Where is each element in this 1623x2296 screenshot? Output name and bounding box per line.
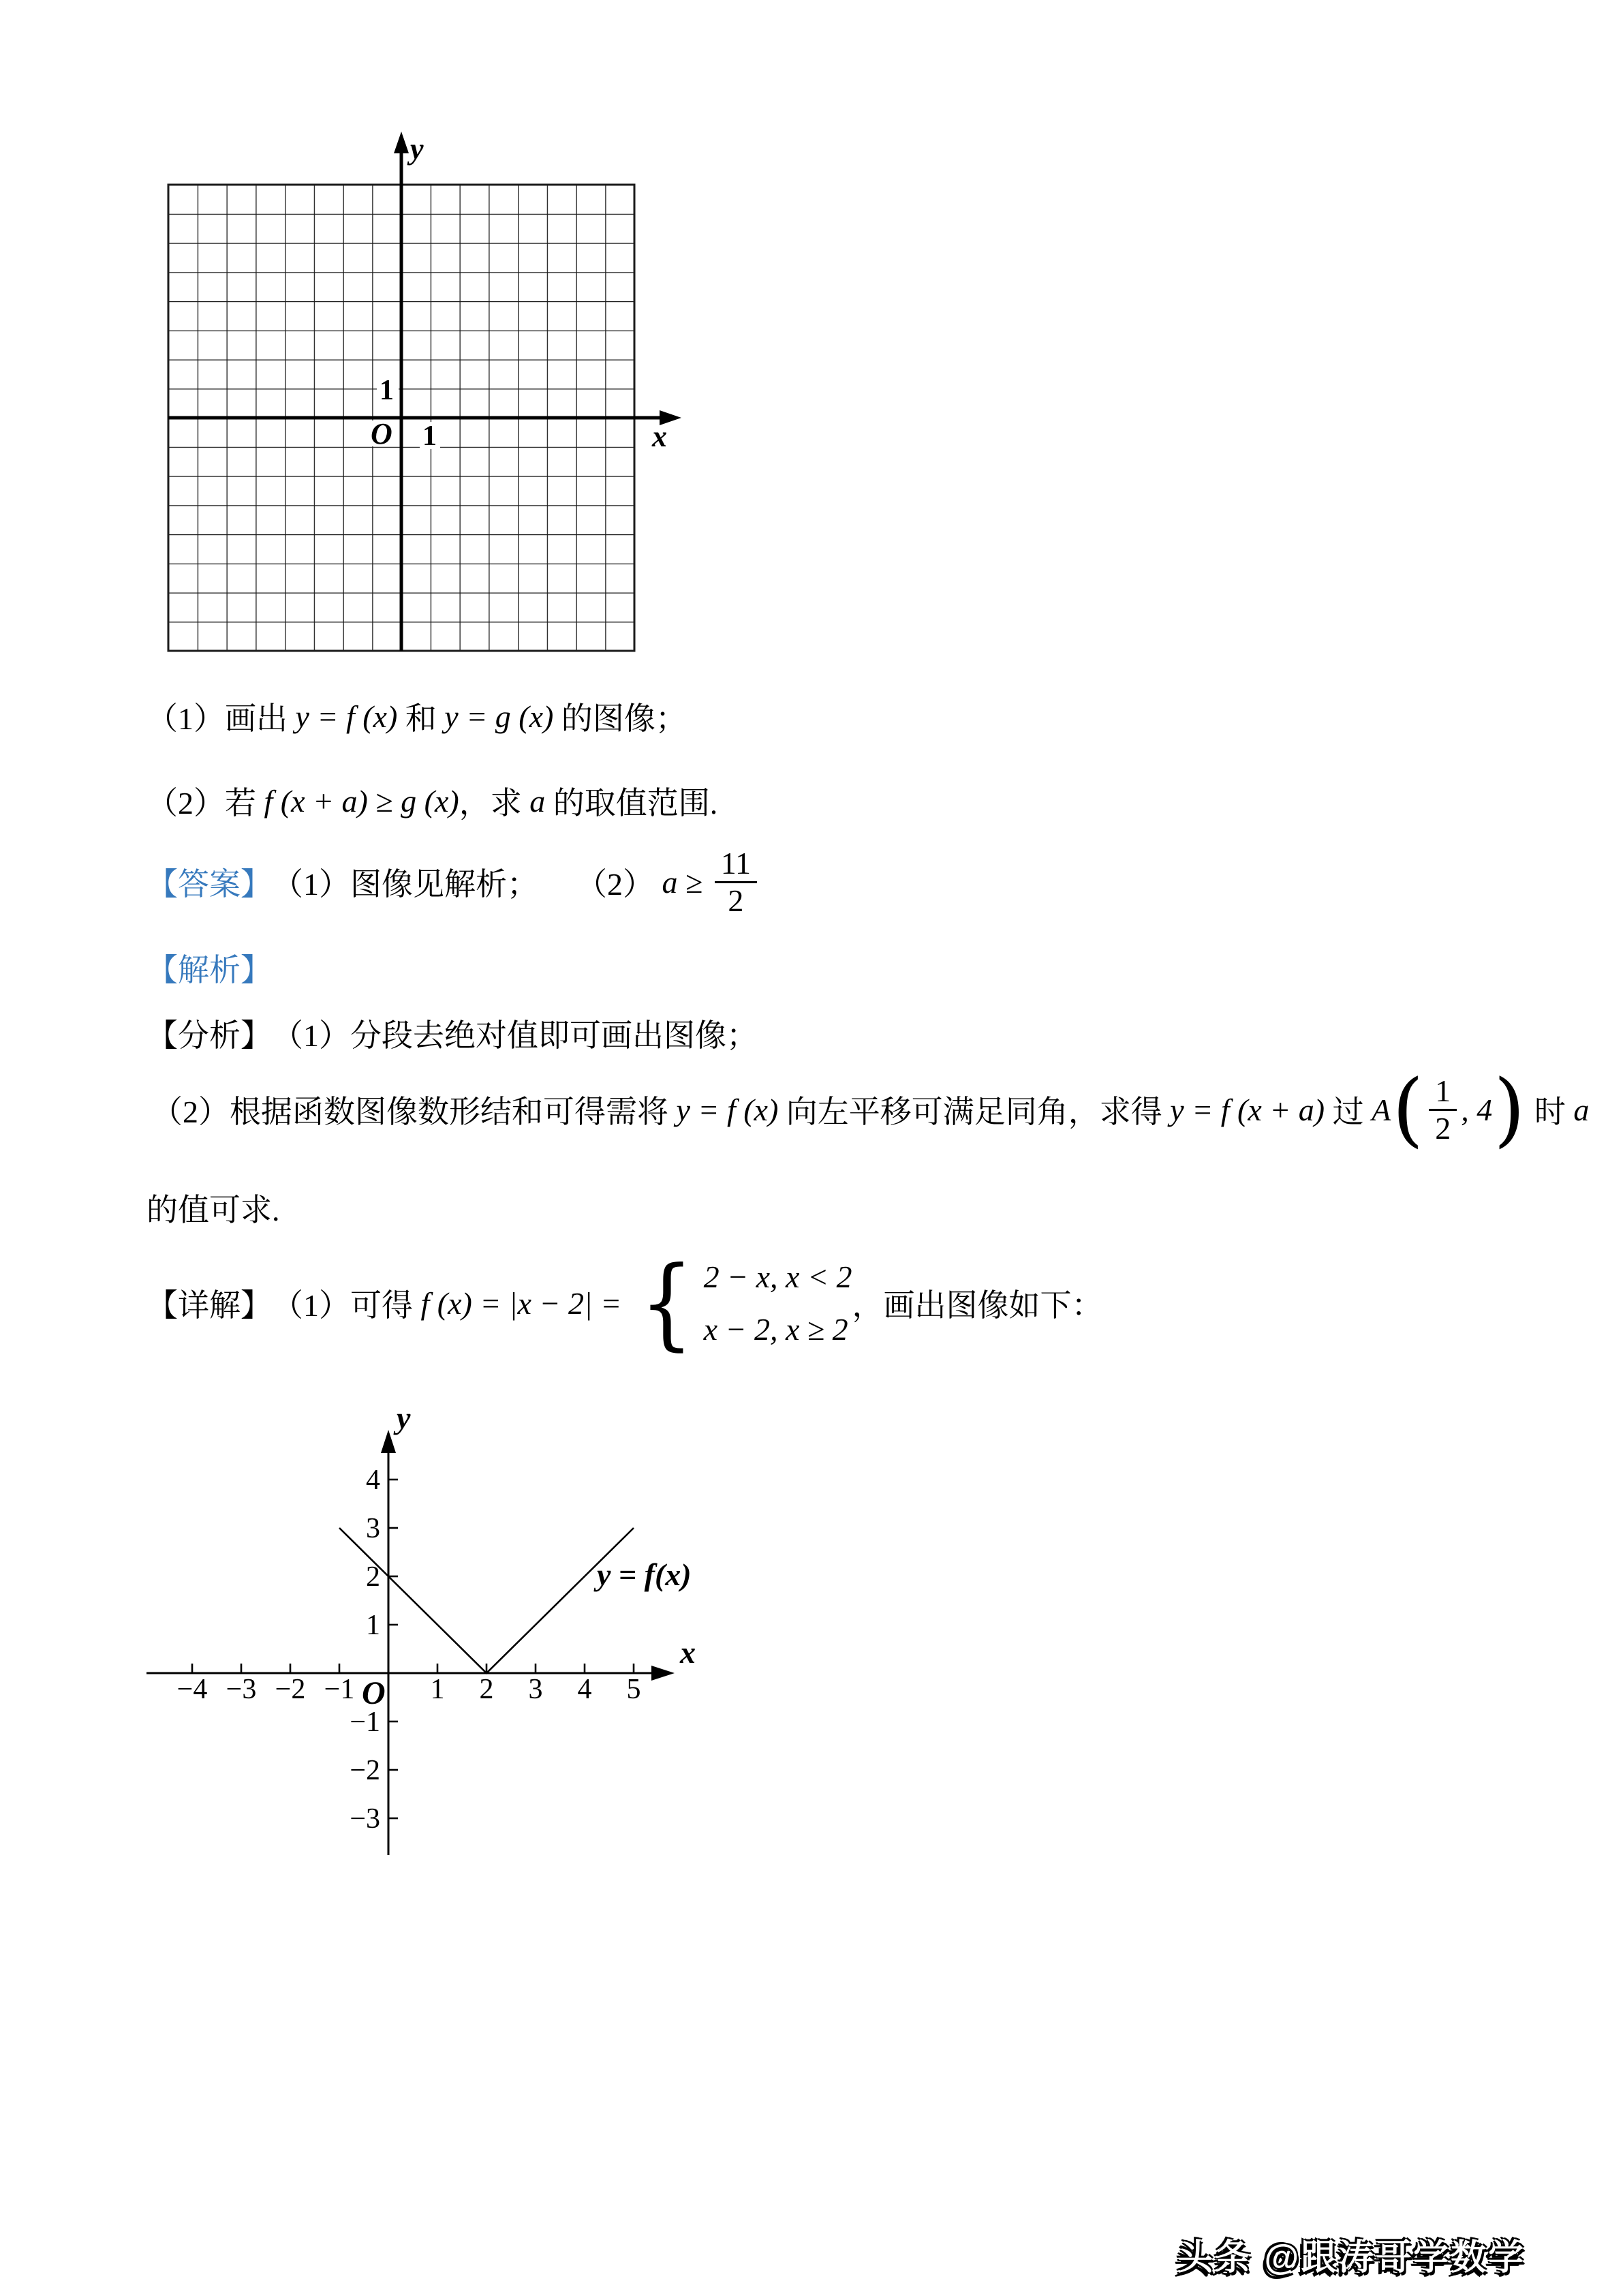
y-tick-3: 3 <box>366 1513 380 1544</box>
x-tick-5: 5 <box>626 1674 641 1705</box>
x-tick-3: 3 <box>528 1674 543 1705</box>
half-numerator: 1 <box>1429 1073 1457 1111</box>
xiangjie-tail: ，画出图像如下： <box>852 1288 1103 1323</box>
x-tick-4: 4 <box>577 1674 592 1705</box>
answer-line <box>146 840 761 924</box>
fenxi-p2-seg3: 过 <box>1325 1095 1372 1129</box>
fenxi-part1: （1）分段去绝对值即可画出图像； <box>272 1018 758 1053</box>
xiangjie-seg1: （1）可得 <box>272 1288 421 1323</box>
fenxi-p2-seg1: （2）根据函数图像数形结和可得需将 <box>151 1095 677 1129</box>
part1-suffix: 的图像； <box>553 701 687 736</box>
fig1-y-tick-1: 1 <box>380 375 394 406</box>
xiangjie-tag: 【详解】 <box>146 1288 272 1323</box>
figure2-fx-graph <box>102 1383 749 1874</box>
fig2-y-axis-label: y <box>397 1400 411 1435</box>
fig1-origin-label: O <box>371 417 392 450</box>
y-tick--1: −1 <box>350 1706 380 1738</box>
answer-part1: （1）图像见解析； <box>272 867 538 902</box>
part2-suffix: 的取值范围. <box>545 786 718 821</box>
x-tick-1: 1 <box>430 1674 445 1705</box>
piecewise-case-1: 2 − x, x < 2 <box>703 1259 852 1294</box>
fig2-y-tick-labels <box>350 1465 380 1835</box>
y-tick--3: −3 <box>350 1803 380 1835</box>
fig2-y-arrow <box>381 1430 396 1453</box>
fig1-y-axis-label: y <box>410 132 424 166</box>
fig2-origin-label: O <box>362 1675 386 1711</box>
x-tick--1: −1 <box>324 1674 355 1705</box>
fig2-y-axis <box>381 1430 396 1855</box>
x-tick-2: 2 <box>479 1674 494 1705</box>
part1-and: 和 <box>397 701 445 736</box>
x-tick--4: −4 <box>176 1674 208 1705</box>
fig2-x-tick-labels <box>177 1674 641 1705</box>
piecewise-cases <box>704 1259 852 1347</box>
answer-tag: 【答案】 <box>146 867 272 902</box>
math-y-equals-fx: y = f (x) <box>295 699 398 734</box>
math-fx-abs: f (x) = |x − 2| = <box>420 1285 630 1321</box>
fenxi-p2-seg4: 时 <box>1526 1095 1574 1129</box>
y-tick-2: 2 <box>366 1561 380 1593</box>
jiexi-tag: 【解析】 <box>146 953 272 988</box>
math-y-equals-gx: y = g (x) <box>444 699 554 734</box>
big-right-paren: ) <box>1494 1062 1526 1157</box>
fenxi-p2-seg2: 向左平移可满足同角，求得 <box>778 1095 1171 1129</box>
fig2-y-tickmarks <box>388 1480 398 1818</box>
math-var-a: a <box>529 783 546 818</box>
watermark: 头条 @跟涛哥学数学 <box>1177 2238 1526 2278</box>
point-coord-rest: , 4 <box>1461 1092 1493 1127</box>
x-tick--3: −3 <box>226 1674 257 1705</box>
fenxi-line <box>146 1013 758 1054</box>
figure1-blank-grid <box>136 126 695 678</box>
half-fraction <box>1429 1073 1457 1146</box>
fig2-x-arrow <box>651 1666 675 1681</box>
jiexi-line <box>146 947 272 988</box>
fenxi-tail-text: 的值可求. <box>146 1193 280 1227</box>
y-tick-4: 4 <box>366 1465 380 1496</box>
fraction-numerator: 11 <box>715 846 757 883</box>
math-y-fx: y = f (x) <box>676 1092 779 1127</box>
answer-part2-label: （2） <box>576 867 662 902</box>
math-inequality: f (x + a) ≥ g (x) <box>264 783 459 818</box>
fenxi-part2-line <box>151 1058 1589 1161</box>
y-axis-arrow <box>394 132 409 153</box>
y-tick--2: −2 <box>350 1755 380 1786</box>
math-y-fxa: y = f (x + a) <box>1170 1092 1325 1127</box>
part2-mid: ，求 <box>459 786 530 821</box>
fraction-denominator: 2 <box>728 883 744 918</box>
problem-part1-line <box>146 692 687 740</box>
fenxi-tag: 【分析】 <box>146 1018 272 1053</box>
var-a: a <box>1573 1092 1590 1127</box>
part2-prefix: （2）若 <box>146 786 264 821</box>
point-A: A <box>1372 1092 1391 1127</box>
problem-part2-line <box>146 777 717 825</box>
piecewise-case-2: x − 2, x ≥ 2 <box>703 1312 848 1347</box>
xiangjie-line <box>146 1246 1102 1360</box>
y-tick-1: 1 <box>366 1610 380 1641</box>
part1-prefix: （1）画出 <box>146 701 296 736</box>
fig2-x-tickmarks <box>192 1664 634 1673</box>
x-tick--2: −2 <box>275 1674 306 1705</box>
half-denominator: 2 <box>1435 1110 1451 1146</box>
big-left-paren: ( <box>1392 1062 1424 1157</box>
answer-fraction <box>715 846 757 918</box>
piecewise-brace: { <box>639 1244 694 1361</box>
fig1-x-axis-label: x <box>652 420 667 453</box>
fig2-x-axis-label: x <box>680 1635 696 1670</box>
answer-inequality: a ≥ <box>662 864 711 900</box>
fx-curve <box>339 1528 634 1673</box>
fenxi-part2-tail <box>146 1187 280 1228</box>
fig2-curve-label: y = f(x) <box>597 1557 692 1592</box>
fig1-x-tick-1: 1 <box>422 420 437 452</box>
